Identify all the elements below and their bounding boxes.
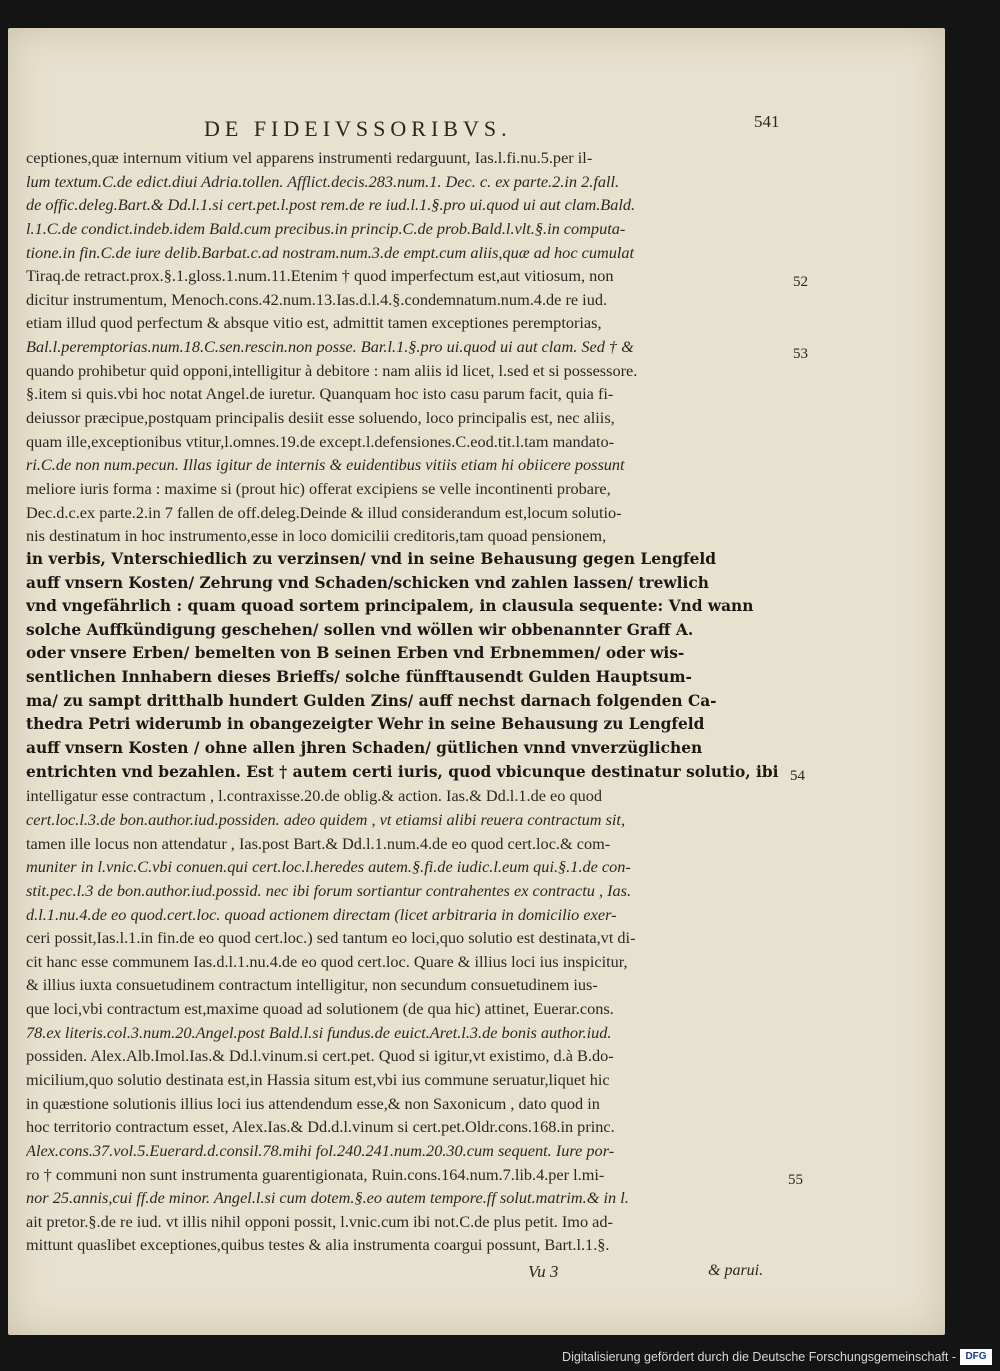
text-line: tamen ille locus non attendatur , Ias.post Bart.& Dd.l.1.num.4.de eo quod cert.loc.& com- [26,833,611,853]
text-line: entrichten vnd bezahlen. Est † autem certi iuris, quod vbicunque destinatur solutio, ibi [26,762,779,781]
running-head: DE FIDEIVSSORIBVS. [204,116,512,141]
text-line: quando prohibetur quid opponi,intelligitur à debitore : nam aliis id licet, l.sed et si possessore. [26,360,638,380]
text-line: cit hanc esse communem Ias.d.l.1.nu.4.de eo quod cert.loc. Quare & illius loci ius inspicitur, [26,951,628,971]
text-line: cert.loc.l.3.de bon.author.iud.possiden. adeo quidem , vt etiamsi alibi reuera contractum sit, [26,809,626,829]
page-number: 541 [754,112,780,131]
text-line: de offic.deleg.Bart.& Dd.l.1.si cert.pet.l.post rem.de re iud.l.1.§.pro ui.quod ui aut clam.Bald. [26,195,636,215]
text-line: 78.ex literis.col.3.num.20.Angel.post Bald.l.si fundus.de euict.Aret.l.3.de bonis author.iud. [26,1022,612,1042]
signature-mark: Vu 3 [528,1262,559,1281]
text-line: muniter in l.vnic.C.vbi conuen.qui cert.loc.l.heredes autem.§.fi.de iudic.l.eum qui.§.1.de con- [26,857,631,877]
margin-number: 52 [793,274,808,290]
footer-bar [0,1345,1000,1371]
text-line: mittunt quaslibet exceptiones,quibus testes & alia instrumenta coargui possunt, Bart.l.1.§. [26,1235,610,1255]
margin-number: 55 [788,1172,803,1188]
text-line: auff vnsern Kosten/ Zehrung vnd Schaden/schicken vnd zahlen lassen/ trewlich [26,573,709,592]
text-line: lum textum.C.de edict.diui Adria.tollen. Afflict.decis.283.num.1. Dec. c. ex parte.2.in 2.fall. [26,171,620,191]
text-line: thedra Petri widerumb in obangezeigter Wehr in seine Behausung zu Lengfeld [26,715,705,734]
text-line: nor 25.annis,cui ff.de minor. Angel.l.si cum dotem.§.eo autem tempore.ff solut.matrim.& in l. [26,1188,629,1208]
text-line: solche Auffkündigung geschehen/ sollen vnd wöllen wir obbenannter Graff A. [26,620,694,639]
text-line: etiam illud quod perfectum & absque vitio est, admittit tamen exceptiones peremptorias, [26,313,602,333]
margin-number: 54 [790,768,805,784]
text-line: quam ille,exceptionibus vtitur,l.omnes.19.de except.l.defensiones.C.eod.tit.l.tam mandato- [26,431,615,451]
text-line: oder vnsere Erben/ bemelten von B seinen Erben vnd Erbnemmen/ oder wis- [26,644,685,663]
digitization-credit: Digitalisierung gefördert durch die Deutsche Forschungsgemeinschaft - [562,1350,956,1364]
text-line: Alex.cons.37.vol.5.Euerard.d.consil.78.mihi fol.240.241.num.20.30.cum sequent. Iure por- [26,1140,615,1160]
text-line: ceptiones,quæ internum vitium vel apparens instrumenti redarguunt, Ias.l.fi.nu.5.per il- [26,148,593,167]
text-line: Bal.l.peremptorias.num.18.C.sen.rescin.non posse. Bar.l.1.§.pro ui.quod ui aut clam. Sed † & [26,337,634,357]
text-line: d.l.1.nu.4.de eo quod.cert.loc. quoad actionem directam (licet arbitraria in domicilio exer- [26,904,617,924]
text-line: que loci,vbi contractum est,maxime quoad ad solutionem (de qua hic) attinet, Euerar.cons. [26,999,614,1019]
catchword: & parui. [708,1262,764,1279]
text-line: §.item si quis.vbi hoc notat Angel.de iuretur. Quanquam hoc isto casu parum facit, quia fi- [26,384,614,404]
text-line: sentlichen Innhabern dieses Brieffs/ solche fünfftausendt Gulden Hauptsum- [26,668,692,687]
book-page [8,28,945,1335]
text-line: & illius iuxta consuetudinem contractum intelligitur, non secundum consuetudinem ius- [26,975,598,995]
text-line: vnd vngefährlich : quam quoad sortem principalem, in clausula sequente: Vnd wann [26,597,754,616]
body-text [26,146,786,1257]
text-line: auff vnsern Kosten / ohne allen jhren Schaden/ gütlichen vnnd vnverzüglichen [26,739,703,758]
text-line: tione.in fin.C.de iure delib.Barbat.c.ad nostram.num.3.de empt.cum aliis,quæ ad hoc cumulat [26,242,635,262]
margin-number: 53 [793,346,808,362]
text-line: hoc territorio contractum esset, Alex.Ias.& Dd.d.l.vinum si cert.pet.Oldr.cons.168.in princ. [26,1117,615,1137]
dfg-logo-icon: DFG [960,1349,992,1365]
text-line: Tiraq.de retract.prox.§.1.gloss.1.num.11.Etenim † quod imperfectum est,aut vitiosum, non [26,266,614,286]
text-line: meliore iuris forma : maxime si (prout hic) offerat excipiens se velle incontinenti probare, [26,478,611,498]
text-line: possiden. Alex.Alb.Imol.Ias.& Dd.l.vinum.si cert.pet. Quod si igitur,vt existimo, d.à B.do- [26,1046,614,1066]
text-line: in verbis, Vnterschiedlich zu verzinsen/ vnd in seine Behausung gegen Lengfeld [26,549,716,568]
text-line: in quæstione solutionis illius loci ius attendendum esse,& non Saxonicum , dato quod in [26,1093,600,1113]
text-line: intelligatur esse contractum , l.contraxisse.20.de oblig.& action. Ias.& Dd.l.1.de eo quod [26,786,603,806]
text-line: l.1.C.de condict.indeb.idem Bald.cum precibus.in princip.C.de prob.Bald.l.vlt.§.in computa- [26,218,626,238]
text-line: Dec.d.c.ex parte.2.in 7 fallen de off.deleg.Deinde & illud considerandum est,locum solutio- [26,502,622,522]
text-line: deiussor præcipue,postquam principalis desiit esse soluendo, loco principalis est, nec aliis, [26,408,615,428]
text-line: micilium,quo solutio destinata est,in Hassia situm est,vbi ius commune seruatur,liquet hic [26,1069,610,1089]
text-line: stit.pec.l.3 de bon.author.iud.possid. nec ibi forum sortiantur contrahentes ex contractu , Ias. [26,880,632,900]
text-line: ait pretor.§.de re iud. vt illis nihil opponi possit, l.vnic.cum ibi not.C.de plus petit. Imo ad- [26,1211,613,1231]
text-line: ceri possit,Ias.l.1.in fin.de eo quod cert.loc.) sed tantum eo loci,quo solutio est destinata,vt di- [26,928,636,948]
text-line: ma/ zu sampt dritthalb hundert Gulden Zins/ auff nechst darnach folgenden Ca- [26,691,717,710]
text-line: dicitur instrumentum, Menoch.cons.42.num.13.Ias.d.l.4.§.condemnatum.num.4.de re iud. [26,289,608,309]
text-line: ri.C.de non num.pecun. Illas igitur de internis & euidentibus vitiis etiam hi obiicere possunt [26,455,625,475]
text-line: nis destinatum in hoc instrumento,esse in loco domicilii creditoris,tam quoad pensionem, [26,526,607,546]
text-line: ro † communi non sunt instrumenta guarentigionata, Ruin.cons.164.num.7.lib.4.per l.mi- [26,1164,605,1184]
